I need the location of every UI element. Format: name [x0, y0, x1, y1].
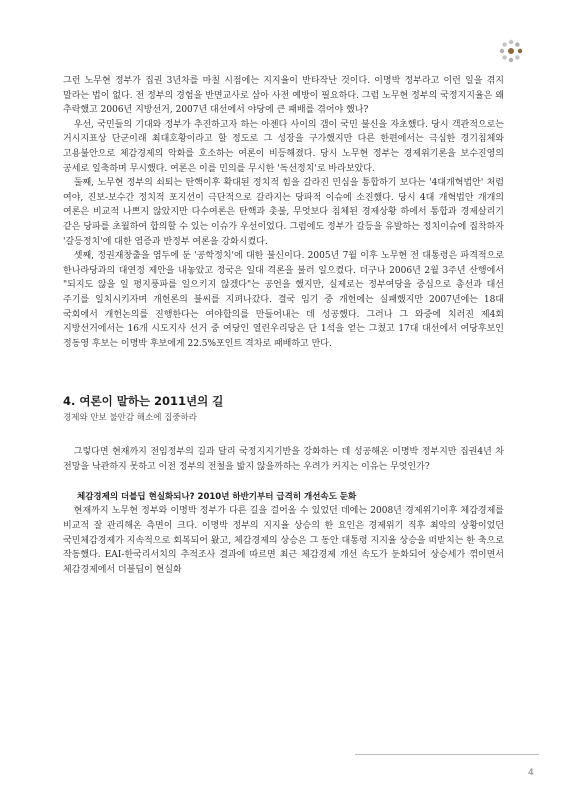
- body-paragraph: 그렇다면 현재까지 전임정부의 길과 달리 국정지지기반을 강화하는 데 성공해온 이명박 정부지만 집권4년 차 전망을 낙관하지 못하고 이전 정부의 전철을 밟지 않을까하는 우려가 커지는 이유는 무엇인가?: [63, 447, 504, 472]
- body-paragraph: 셋째, 정권재창출을 염두에 둔 '공학정치'에 대한 불신이다. 2005년 7월 이후 노무현 전 대통령은 파격적으로 한나라당과의 대연정 제안을 내놓았고 정국은 일대 격론을 불러 일으켰다. 더구나 2006년 2월 3주년 산행에서 "되지도 않을 일 평지풍파를 일으키지 않겠다"는 공언을 했지만, 실제로는 정부여당을 중심으로 총선과 대선 주기를 일치시키자며 개헌론의 불씨를 지펴나갔다. 결국 임기 중 개헌에는 실패했지만 2007년에는 18대 국회에서 개헌논의를 진행한다는 여야합의를 만들어내는 데 성공했다. 그러나 그 와중에 치러진 제4회 지방선거에서는 16개 시도지사 선거 중 여당인 열린우리당은 단 1석을 얻는 그쳤고 17대 대선에서 여당후보인 정동영 후보는 이명박 후보에게 22.5%포인트 격차로 패배하고 만다.: [63, 251, 504, 349]
- body-paragraph: 현재까지 노무현 정부와 이명박 정부가 다른 길을 걸어올 수 있었던 데에는 2008년 경제위기이후 체감경제를 비교적 잘 관리해온 측면이 크다. 이명박 정부의 지지율 상승의 한 요인은 경제위기 직후 최악의 상황이었던 국민체감경제가 지속적으로 회복되어 왔고, 체감경제의 상승은 그 동안 대통령 지지율 상승을 떠받치는 한 축으로 작동했다. EAI-한국리서치의 추적조사 결과에 따르면 최근 체감경제 개선 속도가 둔화되어 상승세가 꺾이면서 체감경제에서 더블딥이 현실화: [63, 506, 504, 575]
- body-paragraph: 둘째, 노무현 정부의 쇠퇴는 탄핵이후 확대된 정치적 힘을 갈라진 민심을 통합하기 보다는 '4대개혁법안' 처럼 여야, 진보-보수간 정치적 포지션이 극단적으로 갈라지는 당파적 이슈에 소진했다. 당시 4대 개혁법안 개개의 여론은 비교적 나쁘지 않았지만 다수여론은 탄핵과 촛불, 무엇보다 침체된 경제상황 하에서 통합과 경제살리기 같은 당파를 초월하여 합의할 수 있는 이슈가 우선이었다. 그럼에도 정부가 갈등을 유발하는 정치이슈에 집착하자 '갈등정치'에 대한 염증과 반정부 여론을 강화시켰다.: [63, 178, 504, 247]
- section-subtitle: 경제와 안보 불안감 해소에 집중하라: [63, 413, 197, 424]
- page-content: [63, 74, 504, 577]
- section-title: 4. 여론이 말하는 2011년의 길: [63, 394, 224, 409]
- subsection-heading: 체감경제의 더블딥 현실화되나? 2010년 하반기부터 급격히 개선속도 둔화: [77, 492, 357, 503]
- footer-divider: [355, 754, 539, 755]
- body-paragraph: 그런 노무현 정부가 집권 3년차를 마칠 시점에는 지지율이 반타작난 것이다. 이명박 정부라고 이런 일을 겪지 말라는 법이 없다. 전 정부의 경험을 반면교사로 삼아 사전 예방이 필요하다. 그럼 노무현 정부의 국정지지율은 왜 추락했고 2006년 지방선거, 2007년 대선에서 야당에 큰 패배를 겪어야 했나?: [63, 76, 504, 116]
- page-number: 4: [528, 768, 534, 778]
- body-paragraph: 우선, 국민들의 기대와 정부가 추진하고자 하는 아젠다 사이의 갭이 국민 불신을 자초했다. 당시 객관적으로는 거시지표상 단군이래 최대호황이라고 할 정도로 그 성장을 구가했지만 다른 한편에서는 극심한 경기침체와 고용불안으로 체감경제의 악화를 호소하는 여론이 비등해졌다. 당시 노무현 정부는 경제위기론을 보수진영의 공세로 일축하며 무시했다. 여론은 이를 민의를 무시한 '독선정치'로 바라보았다.: [63, 119, 504, 174]
- eai-logo-icon: [498, 38, 524, 64]
